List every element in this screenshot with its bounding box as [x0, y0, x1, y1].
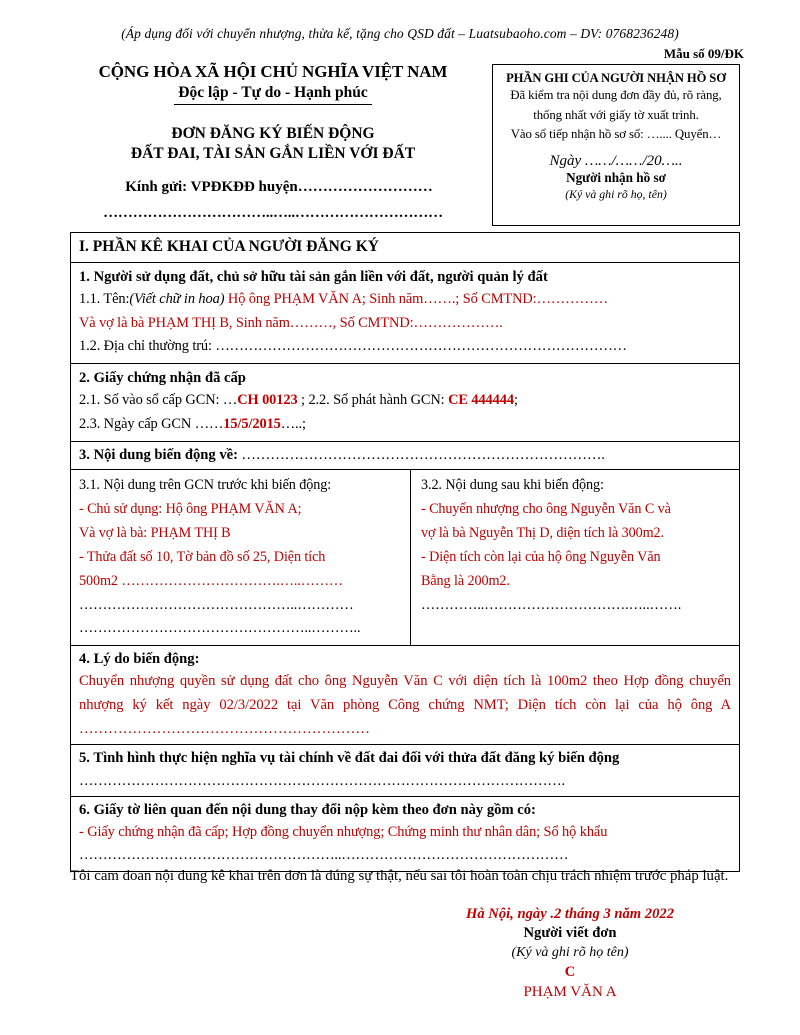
- item-2-3-label: 2.3. Ngày cấp GCN ……: [79, 415, 224, 432]
- nation-motto: Độc lập - Tự do - Hạnh phúc: [174, 83, 371, 105]
- item-2-3-row: [79, 413, 731, 436]
- item-2-1-value: CH 00123: [237, 392, 298, 409]
- item-2-3-value: 15/5/2015: [223, 415, 281, 432]
- disclaimer-line: (Áp dụng đối với chuyển nhượng, thừa kế, tặng cho QSD đất – Luatsubaoho.com – DV: 0768236248): [121, 26, 679, 41]
- item-5-dots: ………………………………………………………………………………………….: [79, 772, 565, 789]
- nation-title: CỘNG HÒA XÃ HỘI CHỦ NGHĨA VIỆT NAM: [98, 62, 448, 81]
- item-3-columns: [71, 470, 739, 646]
- item-1-row: [71, 263, 739, 364]
- item-1-1-value: Hộ ông PHẠM VĂN A; Sinh năm…….; Số CMTND:……………: [227, 291, 609, 308]
- signature-name: PHẠM VĂN A: [523, 984, 617, 1001]
- item-3-2-line: - Chuyển nhượng cho ông Nguyễn Văn C và: [421, 501, 671, 518]
- item-4-heading: 4. Lý do biến động:: [79, 651, 200, 668]
- item-3-2-line: vợ là bà Nguyễn Thị D, diện tích là 300m2.: [421, 524, 665, 541]
- receiver-box-line2: thống nhất với giấy tờ xuất trình.: [533, 107, 699, 122]
- item-4-row: [71, 646, 739, 745]
- document-title: [68, 124, 478, 164]
- document-header: [68, 62, 478, 222]
- item-6-row: [71, 797, 739, 872]
- commitment-text: Tôi cam đoan nội dung kê khai trên đơn là đúng sự thật, nếu sai tôi hoàn toàn chịu trách nhiệm trước pháp luật.: [70, 868, 729, 884]
- item-1-1-row: [79, 288, 731, 311]
- item-3-1-line: Và vợ là bà: PHẠM THỊ B: [79, 524, 231, 541]
- signature-mark: C: [564, 963, 576, 980]
- item-4-body: Chuyển nhượng quyền sử dụng đất cho ông Nguyễn Văn C với diện tích là 100m2 theo Hợp đồng chuyển nhượng ký kết ngày 02/3/2022 tại Văn phòng Công chứng NMT; Diện tích còn lại của hộ ông A ……………………………………………………: [79, 673, 731, 737]
- addressee-dots-line: ……………………………..…..…………………………: [103, 204, 443, 221]
- item-3-2-line: - Diện tích còn lại của hộ ông Nguyễn Văn: [421, 548, 661, 565]
- signature-block: [400, 905, 740, 1002]
- receiver-box-role: Người nhận hồ sơ: [566, 170, 666, 186]
- addressee-line: Kính gửi: VPĐKĐĐ huyện………………………: [125, 178, 433, 195]
- section-I-heading: I. PHẦN KÊ KHAI CỦA NGƯỜI ĐĂNG KÝ: [79, 238, 379, 255]
- item-2-2-value: CE 444444: [448, 392, 514, 409]
- item-2-2-label: ; 2.2. Số phát hành GCN: [297, 392, 441, 409]
- item-3-2-line: Bằng là 200m2.: [421, 572, 510, 589]
- item-5-heading: 5. Tình hình thực hiện nghĩa vụ tài chính về đất đai đối với thửa đất đăng ký biến động: [79, 750, 620, 767]
- signature-role: Người viết đơn: [523, 924, 617, 941]
- item-1-heading: 1. Người sử dụng đất, chủ sở hữu tài sản gắn liền với đất, người quản lý đất: [79, 269, 548, 286]
- receiver-box-line3: Vào sổ tiếp nhận hồ sơ số: ….... Quyển…: [510, 126, 722, 141]
- item-3-heading-row: [71, 442, 739, 470]
- item-1-1-label: 1.1. Tên:: [79, 291, 130, 308]
- receiver-box-signature-note: (Ký và ghi rõ họ, tên): [565, 186, 667, 201]
- item-5-row: [71, 745, 739, 796]
- item-1-2-label: 1.2. Địa chỉ thường trú:: [79, 337, 212, 354]
- item-2-3-suffix: …..;: [280, 415, 306, 432]
- receiver-box-line1: Đã kiểm tra nội dung đơn đầy đủ, rõ ràng,: [510, 88, 722, 103]
- item-2-1-label: 2.1. Số vào sổ cấp GCN: …: [79, 392, 238, 409]
- item-3-heading-wrap: [79, 445, 731, 466]
- item-1-2-dots: ……………………………………………………………………………: [211, 337, 627, 354]
- item-1-1-hint: (Viết chữ in hoa): [129, 291, 225, 308]
- item-6-heading: 6. Giấy tờ liên quan đến nội dung thay đổi nộp kèm theo đơn này gồm có:: [79, 801, 536, 818]
- form-number-label: Mẫu số 09/ĐK: [663, 46, 744, 61]
- item-1-2-row: [79, 335, 731, 358]
- item-6-dots: ………………………………………………..…………………………………………: [79, 847, 569, 864]
- signature-note: (Ký và ghi rõ họ tên): [511, 944, 629, 960]
- receiver-box-title: PHẦN GHI CỦA NGƯỜI NHẬN HỒ SƠ: [506, 71, 726, 85]
- document-title-line1: ĐƠN ĐĂNG KÝ BIẾN ĐỘNG: [171, 125, 375, 143]
- item-3-1-column: [71, 470, 411, 645]
- item-6-body: - Giấy chứng nhận đã cấp; Hợp đồng chuyển nhượng; Chứng minh thư nhân dân; Sổ hộ khẩu: [79, 823, 608, 840]
- item-3-1-blank-line: ………………………………………..…………: [79, 596, 354, 613]
- item-3-1-title: 3.1. Nội dung trên GCN trước khi biến động:: [79, 477, 332, 494]
- item-3-2-title: 3.2. Nội dung sau khi biến động:: [421, 477, 604, 494]
- item-3-heading-dots: ………………………………………………………………….: [237, 447, 605, 464]
- item-2-heading: 2. Giấy chứng nhận đã cấp: [79, 370, 246, 387]
- receiver-note-box: [492, 64, 740, 226]
- item-3-2-blank-line: …………..………………………….…..…….: [421, 596, 682, 613]
- item-3-1-line: - Thửa đất số 10, Tờ bản đồ số 25, Diện tích: [79, 548, 326, 565]
- item-1-1-value-spouse: Và vợ là bà PHẠM THỊ B, Sinh năm………, Số CMTND:……………….: [79, 314, 503, 331]
- item-3-2-column: [411, 470, 739, 645]
- item-2-1-row: 2.1. Số vào sổ cấp GCN: …CH 00123 ; 2.2. Số phát hành GCN: CE 444444;: [79, 392, 518, 409]
- item-2-row: [71, 364, 739, 442]
- item-3-1-line: - Chủ sử dụng: Hộ ông PHẠM VĂN A;: [79, 501, 302, 518]
- receiver-box-date: Ngày ……/……/20…..: [549, 153, 683, 170]
- item-3-heading: 3. Nội dung biến động về:: [79, 447, 238, 464]
- item-3-1-line: 500m2 …………………………….…..………: [79, 572, 344, 589]
- declaration-table: [70, 232, 740, 872]
- signature-date: Hà Nội, ngày .2 tháng 3 năm 2022: [466, 906, 674, 922]
- item-3-1-blank-line: …………………………………………..………..: [79, 620, 361, 637]
- document-title-line2: ĐẤT ĐAI, TÀI SẢN GẮN LIỀN VỚI ĐẤT: [130, 145, 416, 163]
- section-I-heading-row: [71, 233, 739, 263]
